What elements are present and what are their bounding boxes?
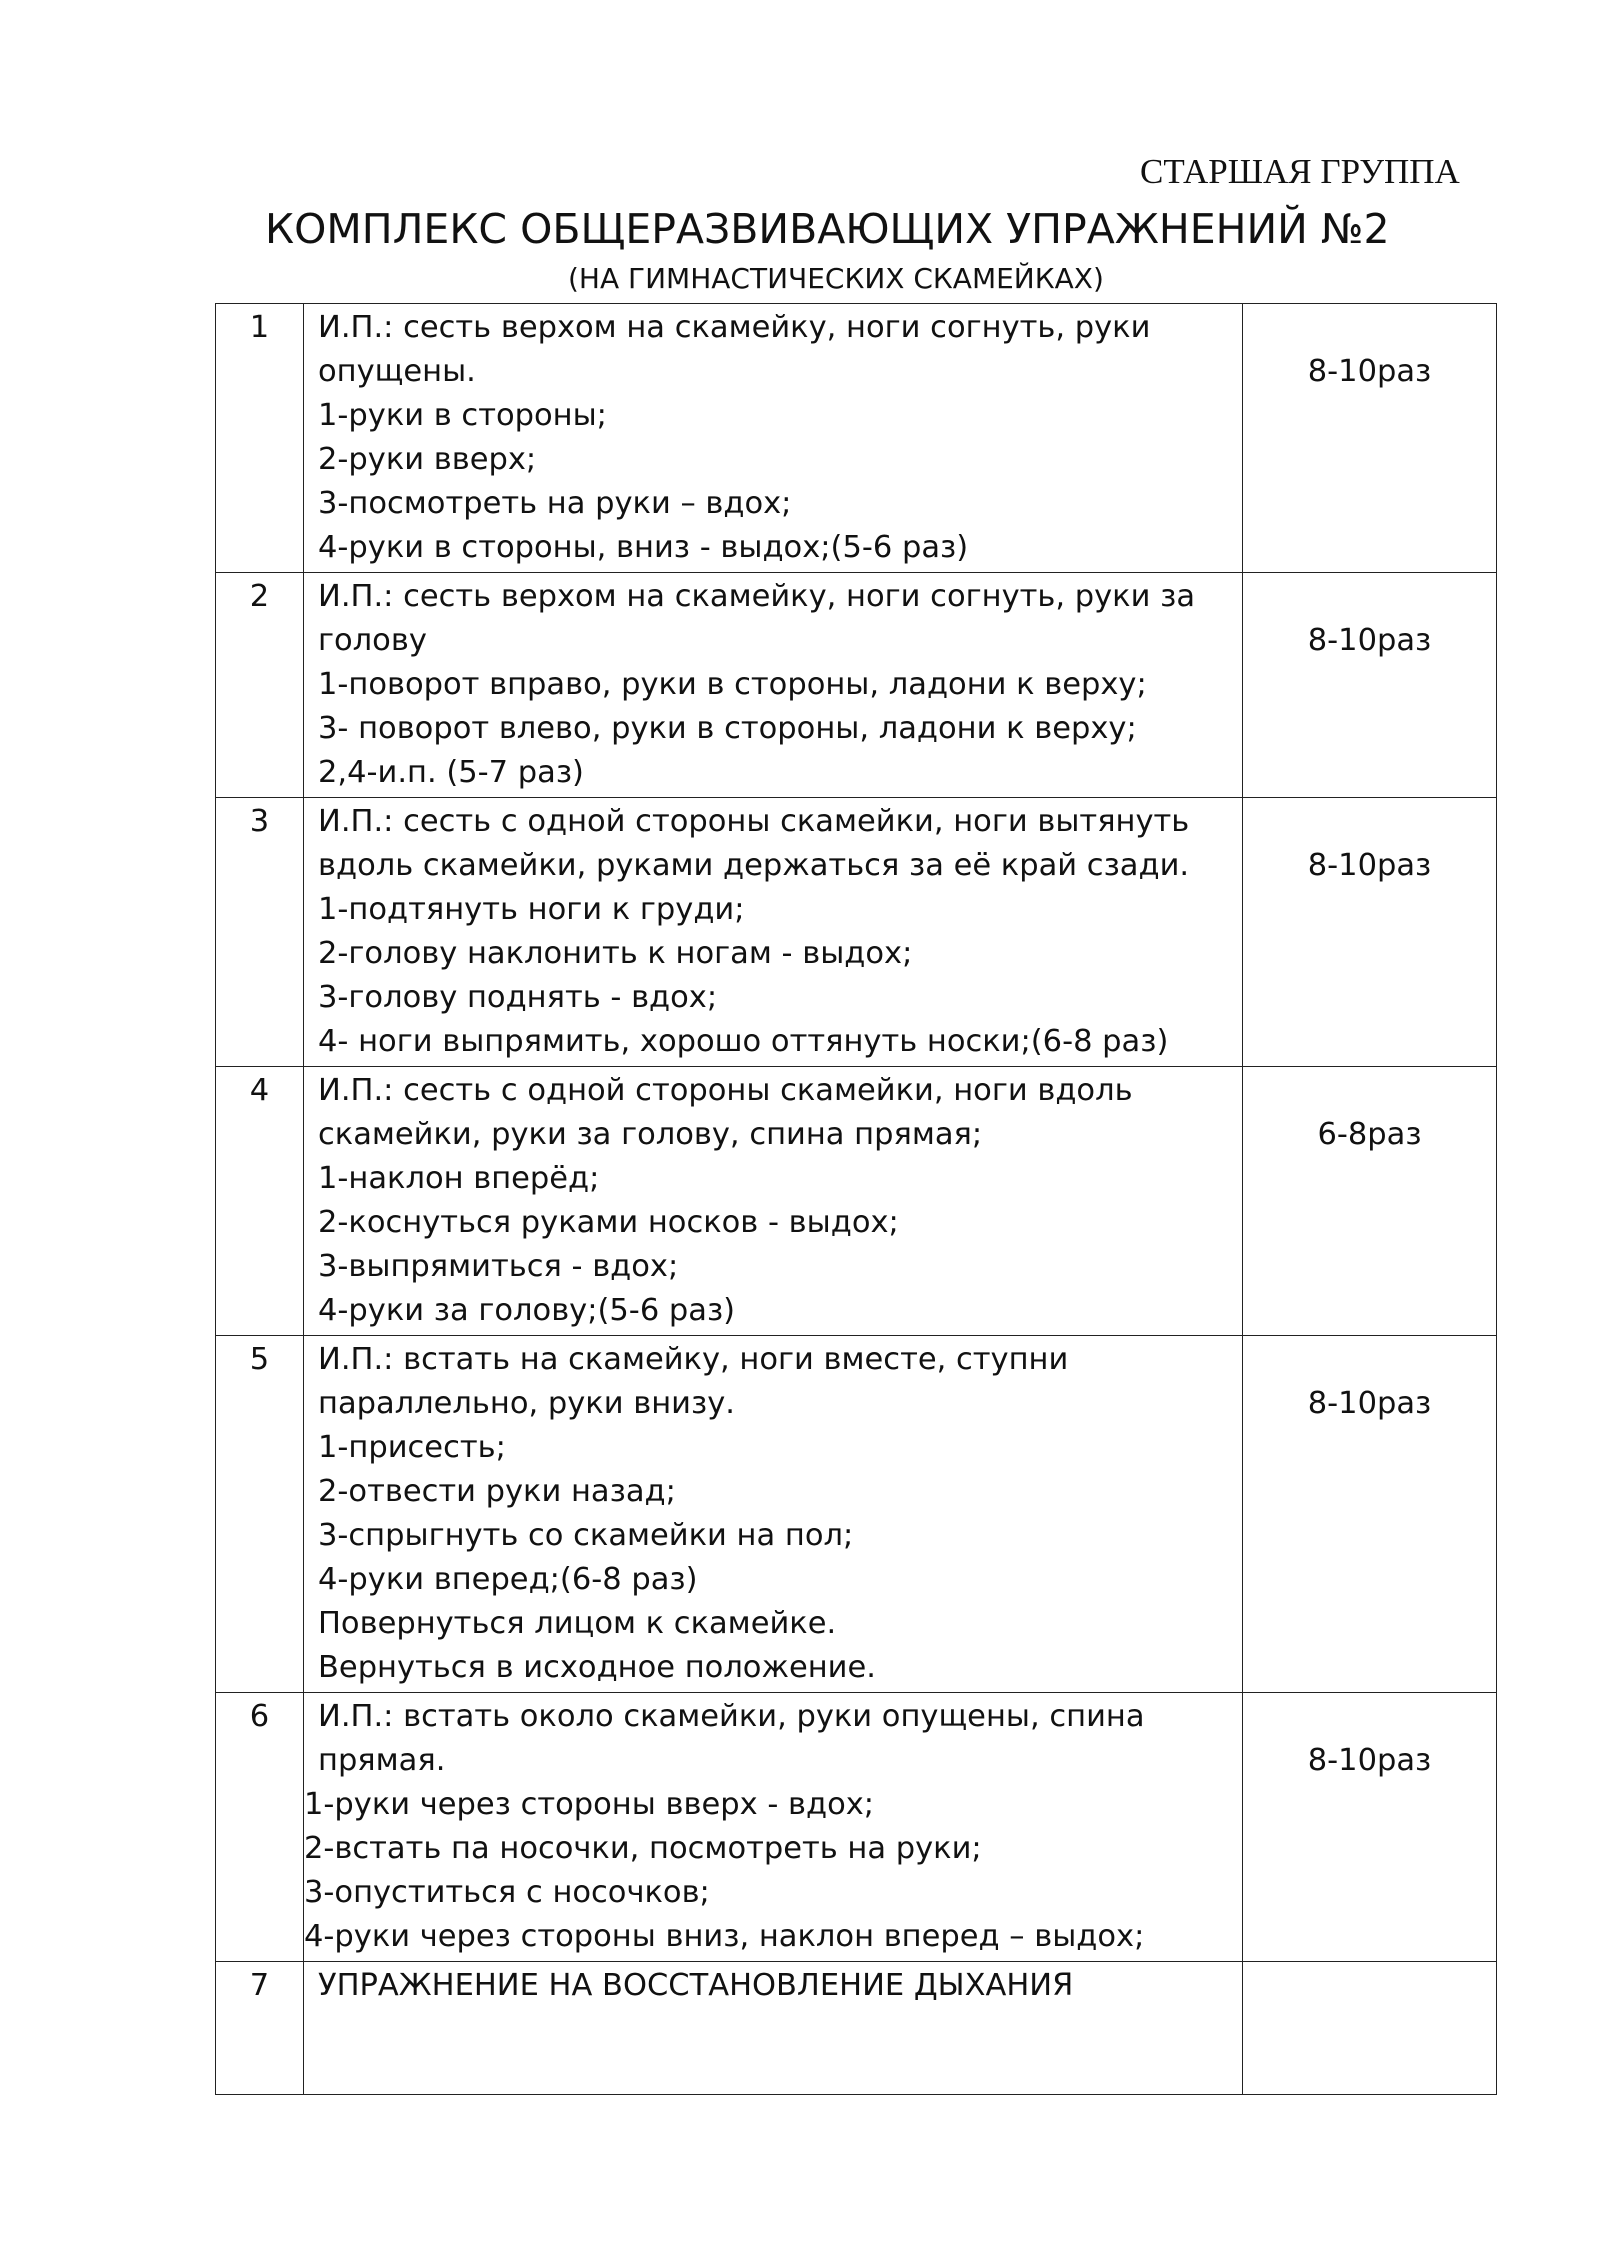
exercise-line: 1-присесть; xyxy=(318,1430,506,1465)
exercise-line: 2-встать па носочки, посмотреть на руки; xyxy=(304,1831,982,1866)
page-title: КОМПЛЕКС ОБЩЕРАЗВИВАЮЩИХ УПРАЖНЕНИЙ №2 xyxy=(265,205,1390,253)
exercise-line: 2-отвести руки назад; xyxy=(318,1474,676,1509)
exercise-description xyxy=(304,798,1243,1067)
table-row xyxy=(216,573,1497,798)
exercise-line: И.П.: сесть с одной стороны скамейки, ноги вдоль xyxy=(318,1073,1133,1108)
exercise-line: И.П.: сесть верхом на скамейку, ноги согнуть, руки xyxy=(318,310,1151,345)
exercise-line: голову xyxy=(318,623,427,658)
exercise-line: параллельно, руки внизу. xyxy=(318,1386,735,1421)
exercise-description xyxy=(304,304,1243,573)
exercise-description xyxy=(304,1962,1243,2095)
exercise-line: 4-руки за голову;(5-6 раз) xyxy=(318,1293,736,1328)
exercise-line: 2-коснуться руками носков - выдох; xyxy=(318,1205,899,1240)
exercise-line: Повернуться лицом к скамейке. xyxy=(318,1606,837,1641)
exercise-description xyxy=(304,1336,1243,1693)
exercise-line: И.П.: встать на скамейку, ноги вместе, ступни xyxy=(318,1342,1069,1377)
exercise-description xyxy=(304,1693,1243,1962)
exercise-line: 4-руки в стороны, вниз - выдох;(5-6 раз) xyxy=(318,530,969,565)
exercise-line: 4-руки через стороны вниз, наклон вперед – выдох; xyxy=(304,1919,1145,1954)
group-label: СТАРШАЯ ГРУППА xyxy=(1140,152,1460,191)
exercise-line: 3- поворот влево, руки в стороны, ладони к верху; xyxy=(318,711,1137,746)
exercise-line: УПРАЖНЕНИЕ НА ВОССТАНОВЛЕНИЕ ДЫХАНИЯ xyxy=(318,1968,1074,2003)
exercise-line: 1-подтянуть ноги к груди; xyxy=(318,892,745,927)
exercise-line: 2-голову наклонить к ногам - выдох; xyxy=(318,936,913,971)
exercise-line: опущены. xyxy=(318,354,476,389)
table-row xyxy=(216,1067,1497,1336)
exercise-number: 1 xyxy=(216,304,304,573)
exercise-line: прямая. xyxy=(318,1743,446,1778)
exercise-number: 5 xyxy=(216,1336,304,1693)
exercise-line: 3-опуститься с носочков; xyxy=(304,1875,710,1910)
exercise-line: 2-руки вверх; xyxy=(318,442,537,477)
table-row xyxy=(216,798,1497,1067)
exercise-line: 3-голову поднять - вдох; xyxy=(318,980,718,1015)
exercise-line: И.П.: встать около скамейки, руки опущены, спина xyxy=(318,1699,1145,1734)
exercise-line: 1-наклон вперёд; xyxy=(318,1161,600,1196)
table-row xyxy=(216,1336,1497,1693)
table-row xyxy=(216,1962,1497,2095)
exercise-line: Вернуться в исходное положение. xyxy=(318,1650,876,1685)
exercise-line: 4-руки вперед;(6-8 раз) xyxy=(318,1562,698,1597)
exercise-reps xyxy=(1243,1962,1497,2095)
exercise-reps: 8-10раз xyxy=(1243,1336,1497,1693)
exercise-line: 1-руки через стороны вверх - вдох; xyxy=(304,1787,875,1822)
exercise-line: 2,4-и.п. (5-7 раз) xyxy=(318,755,584,790)
exercise-reps: 8-10раз xyxy=(1243,798,1497,1067)
page-subtitle: (НА ГИМНАСТИЧЕСКИХ СКАМЕЙКАХ) xyxy=(568,262,1104,295)
exercise-table xyxy=(215,303,1497,2095)
exercise-line: 4- ноги выпрямить, хорошо оттянуть носки;(6-8 раз) xyxy=(318,1024,1169,1059)
exercise-number: 2 xyxy=(216,573,304,798)
exercise-description xyxy=(304,573,1243,798)
exercise-line: И.П.: сесть верхом на скамейку, ноги согнуть, руки за xyxy=(318,579,1196,614)
exercise-description xyxy=(304,1067,1243,1336)
exercise-reps: 8-10раз xyxy=(1243,573,1497,798)
exercise-line: И.П.: сесть с одной стороны скамейки, ноги вытянуть xyxy=(318,804,1190,839)
exercise-line: 3-посмотреть на руки – вдох; xyxy=(318,486,792,521)
table-row xyxy=(216,304,1497,573)
exercise-line: 3-выпрямиться - вдох; xyxy=(318,1249,679,1284)
exercise-number: 6 xyxy=(216,1693,304,1962)
exercise-reps: 6-8раз xyxy=(1243,1067,1497,1336)
exercise-reps: 8-10раз xyxy=(1243,1693,1497,1962)
exercise-line: скамейки, руки за голову, спина прямая; xyxy=(318,1117,983,1152)
exercise-line: 1-поворот вправо, руки в стороны, ладони к верху; xyxy=(318,667,1147,702)
exercise-number: 3 xyxy=(216,798,304,1067)
table-row xyxy=(216,1693,1497,1962)
exercise-reps: 8-10раз xyxy=(1243,304,1497,573)
exercise-line: 1-руки в стороны; xyxy=(318,398,607,433)
exercise-number: 4 xyxy=(216,1067,304,1336)
exercise-line: 3-спрыгнуть со скамейки на пол; xyxy=(318,1518,854,1553)
exercise-line: вдоль скамейки, руками держаться за её край сзади. xyxy=(318,848,1190,883)
exercise-number: 7 xyxy=(216,1962,304,2095)
